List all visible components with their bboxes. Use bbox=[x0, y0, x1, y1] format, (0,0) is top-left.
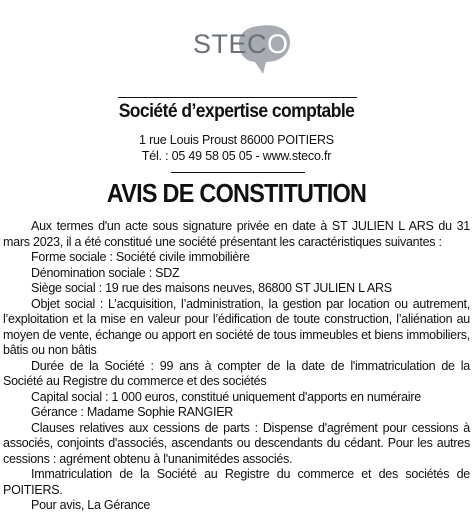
notice-paragraph-form: Forme sociale : Société civile immobilière bbox=[31, 250, 250, 264]
firm-name: Société d’expertise comptable bbox=[118, 101, 355, 122]
firm-address: 1 rue Louis Proust 86000 POITIERS bbox=[139, 133, 334, 147]
notice-title: AVIS DE CONSTITUTION bbox=[106, 178, 367, 208]
logo-text-main: STEC bbox=[193, 29, 268, 59]
notice-paragraph-signature: Pour avis, La Gérance bbox=[31, 498, 151, 512]
notice-paragraph-purpose: Objet social : L’acquisition, l’administration, la gestion par location ou autrement, l’exploitation et la mise en valeur pour l’édification de toute construction, l’aliénation au moyen de vente, échange ou apport en société de tous immeubles et biens immobiliers, bâtis ou non bâtis bbox=[3, 296, 470, 357]
notice-body bbox=[3, 219, 470, 514]
notice-paragraph-intro: Aux termes d'un acte sous signature privée en date à ST JULIEN L ARS du 31 mars 2023, il a été constitué une société présentant les caractéristiques suivantes : bbox=[3, 219, 470, 249]
notice-paragraph-seat: Siège social : 19 rue des maisons neuves, 86800 ST JULIEN L ARS bbox=[31, 281, 392, 295]
notice-paragraph-management: Gérance : Madame Sophie RANGIER bbox=[31, 405, 234, 419]
notice-paragraph-registration: Immatriculation de la Société au Registre du commerce et des sociétés de POITIERS. bbox=[3, 467, 470, 497]
firm-contact: Tél. : 05 49 58 05 05 - www.steco.fr bbox=[141, 149, 332, 163]
notice-paragraph-name: Dénomination sociale : SDZ bbox=[31, 265, 180, 280]
notice-paragraph-duration: Durée de la Société : 99 ans à compter de la date de l'immatriculation de la Société au Registre du commerce et des sociétés bbox=[3, 358, 470, 388]
middle-divider bbox=[171, 172, 305, 173]
steco-logo bbox=[186, 22, 290, 76]
notice-paragraph-share-transfer: Clauses relatives aux cessions de parts : Dispense d'agrément pour cessions à associés, conjoints d'associés, ascendants ou descendants du cédant. Pour les autres cessions : agrément obtenu à l'unanimitédes associés. bbox=[3, 420, 470, 466]
notice-paragraph-capital: Capital social : 1 000 euros, constitué uniquement d'apports en numéraire bbox=[31, 389, 421, 404]
top-divider bbox=[118, 97, 357, 98]
logo-text bbox=[193, 29, 289, 60]
logo-text-last: O bbox=[267, 29, 289, 59]
